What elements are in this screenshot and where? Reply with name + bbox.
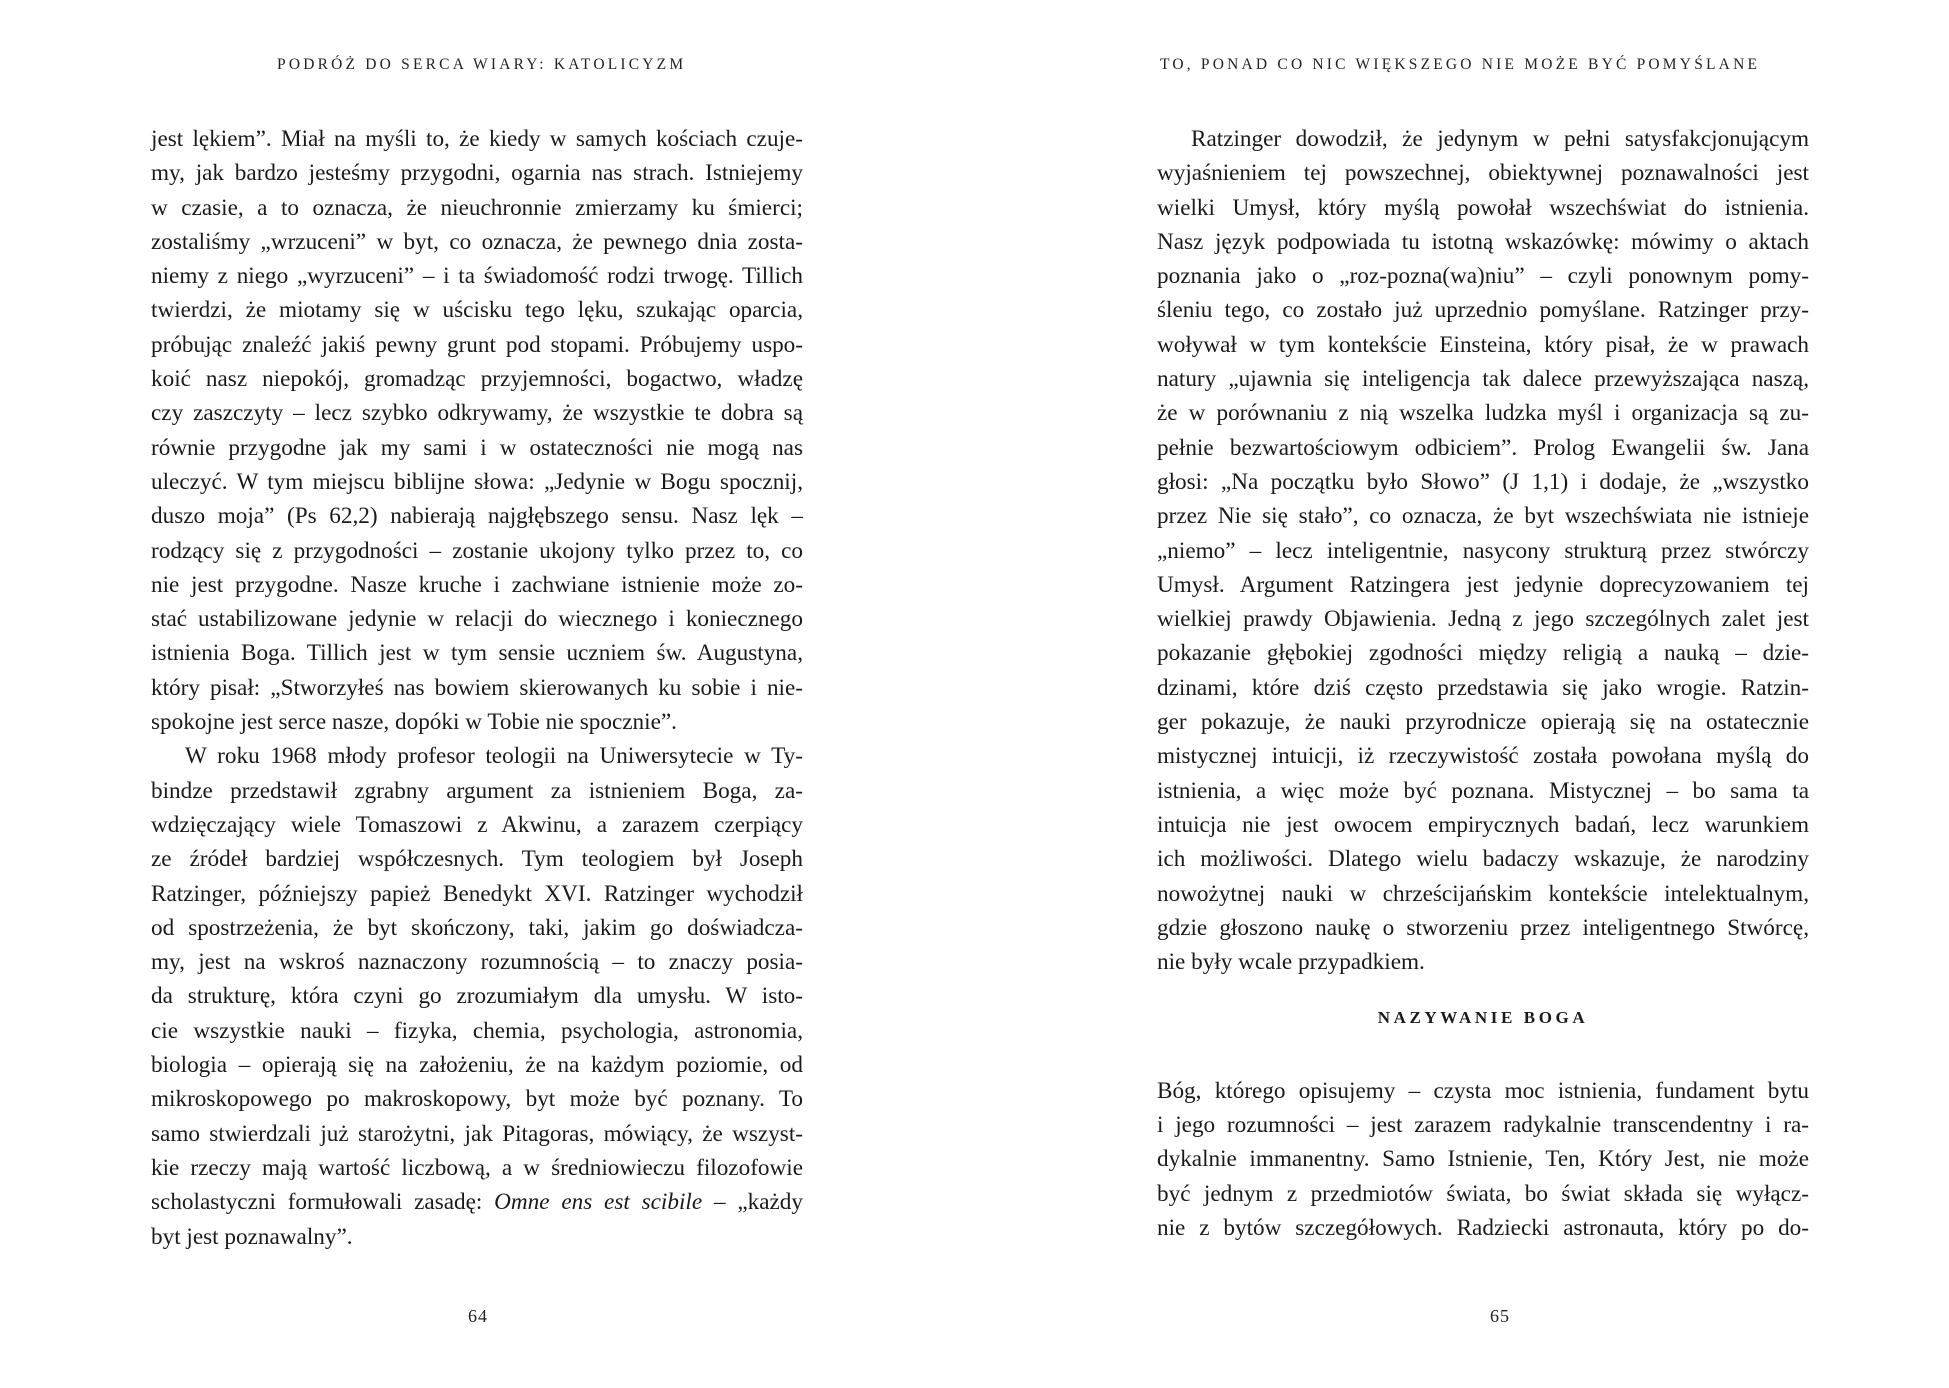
text-line — [151, 739, 803, 773]
text-segment: jest lękiem”. Miał na myśli to, że kiedy w samych kościach czuje- — [151, 126, 803, 152]
right-page-body-text — [1157, 122, 1809, 1245]
text-segment: dzinami, które dziś często przedstawia się jako wrogie. Ratzin- — [1157, 674, 1809, 701]
text-segment: „niemo” – lecz inteligentnie, nasycony strukturą przez stwórczy — [1157, 537, 1809, 564]
text-segment: spokojne jest serce nasze, dopóki w Tobie nie spocznie”. — [151, 709, 677, 736]
text-line — [1157, 774, 1809, 808]
text-segment: Bóg, którego opisujemy – czysta moc istnienia, fundament bytu — [1157, 1077, 1809, 1104]
text-line — [151, 191, 803, 225]
text-segment: byt jest poznawalny”. — [151, 1223, 353, 1250]
text-segment: wielkiej prawdy Objawienia. Jedną z jego szczególnych zalet jest — [1157, 606, 1809, 633]
text-segment: istnienia, a więc może być poznana. Mistycznej – bo sama ta — [1157, 777, 1809, 804]
text-line — [1157, 1177, 1809, 1211]
text-line — [151, 1220, 803, 1254]
text-line — [1157, 877, 1809, 911]
running-head-left: PODRÓŻ DO SERCA WIARY: KATOLICYZM — [277, 56, 687, 73]
text-segment: intuicja nie jest owocem empirycznych badań, lecz warunkiem — [1157, 811, 1809, 838]
text-segment: twierdzi, że miotamy się w uścisku tego lęku, szukając oparcia, — [151, 297, 803, 324]
text-line — [151, 636, 803, 670]
text-line — [151, 842, 803, 876]
text-line — [151, 945, 803, 979]
text-segment: istnienia Boga. Tillich jest w tym sensie uczniem św. Augustyna, — [151, 640, 803, 667]
text-segment: rodzący się z przygodności – zostanie ukojony tylko przez to, co — [151, 537, 803, 564]
right-page-paragraph-before-heading — [1157, 122, 1809, 979]
text-line — [1157, 945, 1809, 979]
text-segment: niemy z niego „wyrzuceni” – i ta świadomość rodzi trwogę. Tillich — [151, 263, 803, 290]
text-line — [151, 259, 803, 293]
text-line — [1157, 534, 1809, 568]
text-line — [1157, 671, 1809, 705]
text-segment: duszo moja” (Ps 62,2) nabierają najgłębszego sensu. Nasz lęk – — [151, 503, 803, 530]
text-line — [1157, 122, 1809, 156]
text-segment: Umysł. Argument Ratzingera jest jedynie doprecyzowaniem tej — [1157, 571, 1809, 598]
text-line — [1157, 636, 1809, 670]
text-segment: pełnie bezwartościowym odbiciem”. Prolog Ewangelii św. Jana — [1157, 434, 1809, 461]
text-segment: woływał w tym kontekście Einsteina, który pisał, że w prawach — [1157, 331, 1809, 358]
text-line — [1157, 225, 1809, 259]
text-line — [151, 705, 803, 739]
text-segment: poznania jako o „roz-pozna(wa)niu” – czyli ponownym pomy- — [1157, 263, 1809, 290]
right-page — [975, 0, 1949, 1388]
text-line — [151, 293, 803, 327]
text-line — [1157, 362, 1809, 396]
text-segment: nie były wcale przypadkiem. — [1157, 949, 1425, 976]
text-segment: być jednym z przedmiotów świata, bo świat składa się wyłącz- — [1157, 1180, 1809, 1207]
text-segment: i jego rozumności – jest zarazem radykalnie transcendentny i ra- — [1157, 1112, 1809, 1139]
text-segment: który pisał: „Stworzyłeś nas bowiem skierowanych ku sobie i nie- — [151, 674, 803, 701]
text-line — [151, 1117, 803, 1151]
text-line — [151, 774, 803, 808]
text-segment: ger pokazuje, że nauki przyrodnicze opierają się na ostatecznie — [1157, 709, 1809, 736]
text-segment: W roku 1968 młody profesor teologii na Uniwersytecie w Ty- — [185, 743, 803, 770]
text-segment: gdzie głoszono naukę o stworzeniu przez inteligentnego Stwórcę, — [1157, 914, 1809, 941]
text-line — [151, 534, 803, 568]
text-line — [151, 911, 803, 945]
section-heading: NAZYWANIE BOGA — [1377, 1008, 1589, 1028]
text-line — [151, 431, 803, 465]
text-segment: – „każdy — [702, 1189, 803, 1216]
text-segment: głosi: „Na początku było Słowo” (J 1,1) i dodaje, że „wszystko — [1157, 468, 1809, 495]
text-line — [151, 979, 803, 1013]
text-line — [151, 1185, 803, 1219]
text-line — [151, 328, 803, 362]
text-line — [151, 568, 803, 602]
text-segment: biologia – opierają się na założeniu, że na każdym poziomie, od — [151, 1052, 803, 1079]
text-line — [151, 877, 803, 911]
text-segment: czy zaszczyty – lecz szybko odkrywamy, że wszystkie te dobra są — [151, 400, 803, 427]
running-head-right: TO, PONAD CO NIC WIĘKSZEGO NIE MOŻE BYĆ POMYŚLANE — [1160, 56, 1761, 73]
text-segment: przez Nie się stało”, co oznacza, że byt wszechświata nie istnieje — [1157, 503, 1809, 530]
text-line — [151, 1014, 803, 1048]
text-segment: śleniu tego, co zostało już uprzednio pomyślane. Ratzinger przy- — [1157, 297, 1809, 324]
text-segment: równie przygodne jak my sami i w ostateczności nie mogą nas — [151, 434, 803, 461]
text-segment: Nasz język podpowiada tu istotną wskazówkę: mówimy o aktach — [1157, 228, 1809, 255]
text-line — [1157, 431, 1809, 465]
text-line — [1157, 328, 1809, 362]
text-segment: ich możliwości. Dlatego wielu badaczy wskazuje, że narodziny — [1157, 846, 1809, 873]
text-line — [1157, 1211, 1809, 1245]
text-line — [1157, 499, 1809, 533]
text-line — [1157, 739, 1809, 773]
text-segment: zostaliśmy „wrzuceni” w byt, co oznacza, że pewnego dnia zosta- — [151, 228, 803, 255]
text-segment: dykalnie immanentny. Samo Istnienie, Ten, Który Jest, nie może — [1157, 1146, 1809, 1173]
text-line — [1157, 191, 1809, 225]
text-segment: w czasie, a to oznacza, że nieuchronnie zmierzamy ku śmierci; — [151, 194, 803, 221]
text-line — [151, 602, 803, 636]
text-line — [1157, 1074, 1809, 1108]
text-segment: da strukturę, która czyni go zrozumiałym dla umysłu. W isto- — [151, 983, 803, 1010]
text-segment: natury „ujawnia się inteligencja tak dalece przewyższająca naszą, — [1157, 366, 1809, 393]
text-line — [151, 122, 803, 156]
text-segment: Ratzinger dowodził, że jedynym w pełni satysfakcjonującym — [1191, 126, 1809, 152]
text-segment: kie rzeczy mają wartość liczbową, a w średniowieczu filozofowie — [151, 1154, 803, 1181]
text-line — [151, 396, 803, 430]
text-segment: scholastyczni formułowali zasadę: — [151, 1189, 495, 1216]
text-segment: stać ustabilizowane jedynie w relacji do wiecznego i koniecznego — [151, 606, 803, 633]
text-segment: że w porównaniu z nią wszelka ludzka myśl i organizacja są zu- — [1157, 400, 1809, 427]
text-segment: koić nasz niepokój, gromadząc przyjemności, bogactwo, władzę — [151, 366, 803, 393]
text-segment: pokazanie głębokiej zgodności między religią a nauką – dzie- — [1157, 640, 1809, 667]
text-segment: nowożytnej nauki w chrześcijańskim kontekście intelektualnym, — [1157, 880, 1809, 907]
text-segment: ze źródeł bardziej współczesnych. Tym teologiem był Joseph — [151, 846, 803, 873]
text-line — [1157, 911, 1809, 945]
text-segment: Ratzinger, późniejszy papież Benedykt XVI. Ratzinger wychodził — [151, 880, 803, 907]
text-segment: mikroskopowego po makroskopowy, byt może być poznany. To — [151, 1086, 803, 1113]
text-segment: nie z bytów szczegółowych. Radziecki astronauta, który po do- — [1157, 1214, 1809, 1241]
text-line — [151, 225, 803, 259]
text-segment: mistycznej intuicji, iż rzeczywistość została powołana myślą do — [1157, 743, 1809, 770]
text-line — [1157, 842, 1809, 876]
text-line — [1157, 259, 1809, 293]
text-line — [151, 671, 803, 705]
text-segment: wielki Umysł, który myślą powołał wszechświat do istnienia. — [1157, 194, 1809, 221]
text-segment: wyjaśnieniem tej powszechnej, obiektywnej poznawalności jest — [1157, 160, 1809, 187]
text-line — [1157, 705, 1809, 739]
page-number-left: 64 — [468, 1306, 488, 1326]
text-line — [151, 465, 803, 499]
text-line — [1157, 156, 1809, 190]
text-line — [151, 1048, 803, 1082]
italic-phrase: Omne ens est scibile — [494, 1189, 703, 1216]
text-line — [151, 1151, 803, 1185]
text-line — [1157, 293, 1809, 327]
text-segment: wdzięczający wiele Tomaszowi z Akwinu, a zarazem czerpiący — [151, 811, 803, 838]
text-line — [1157, 1108, 1809, 1142]
text-line — [151, 156, 803, 190]
left-page-body-text — [151, 122, 803, 1254]
text-line — [1157, 568, 1809, 602]
text-segment: uleczyć. W tym miejscu biblijne słowa: „Jedynie w Bogu spocznij, — [151, 468, 803, 495]
text-segment: próbując znaleźć jakiś pewny grunt pod stopami. Próbujemy uspo- — [151, 331, 803, 358]
text-line — [151, 1082, 803, 1116]
text-segment: nie jest przygodne. Nasze kruche i zachwiane istnienie może zo- — [151, 571, 803, 598]
text-line — [151, 808, 803, 842]
text-segment: cie wszystkie nauki – fizyka, chemia, psychologia, astronomia, — [151, 1017, 803, 1044]
text-segment: my, jest na wskroś naznaczony rozumnością – to znaczy posia- — [151, 949, 803, 976]
text-line — [151, 362, 803, 396]
text-segment: bindze przedstawił zgrabny argument za istnieniem Boga, za- — [151, 777, 803, 804]
text-line — [151, 499, 803, 533]
text-segment: od spostrzeżenia, że byt skończony, taki, jakim go doświadcza- — [151, 914, 803, 941]
page-number-right: 65 — [1490, 1306, 1510, 1326]
text-line — [1157, 396, 1809, 430]
right-page-paragraph-after-heading — [1157, 1074, 1809, 1245]
text-line — [1157, 808, 1809, 842]
text-segment: samo stwierdzali już starożytni, jak Pitagoras, mówiący, że wszyst- — [151, 1120, 803, 1147]
text-line — [1157, 465, 1809, 499]
text-line — [1157, 1142, 1809, 1176]
text-line — [1157, 602, 1809, 636]
text-segment: my, jak bardzo jesteśmy przygodni, ogarnia nas strach. Istniejemy — [151, 160, 803, 187]
